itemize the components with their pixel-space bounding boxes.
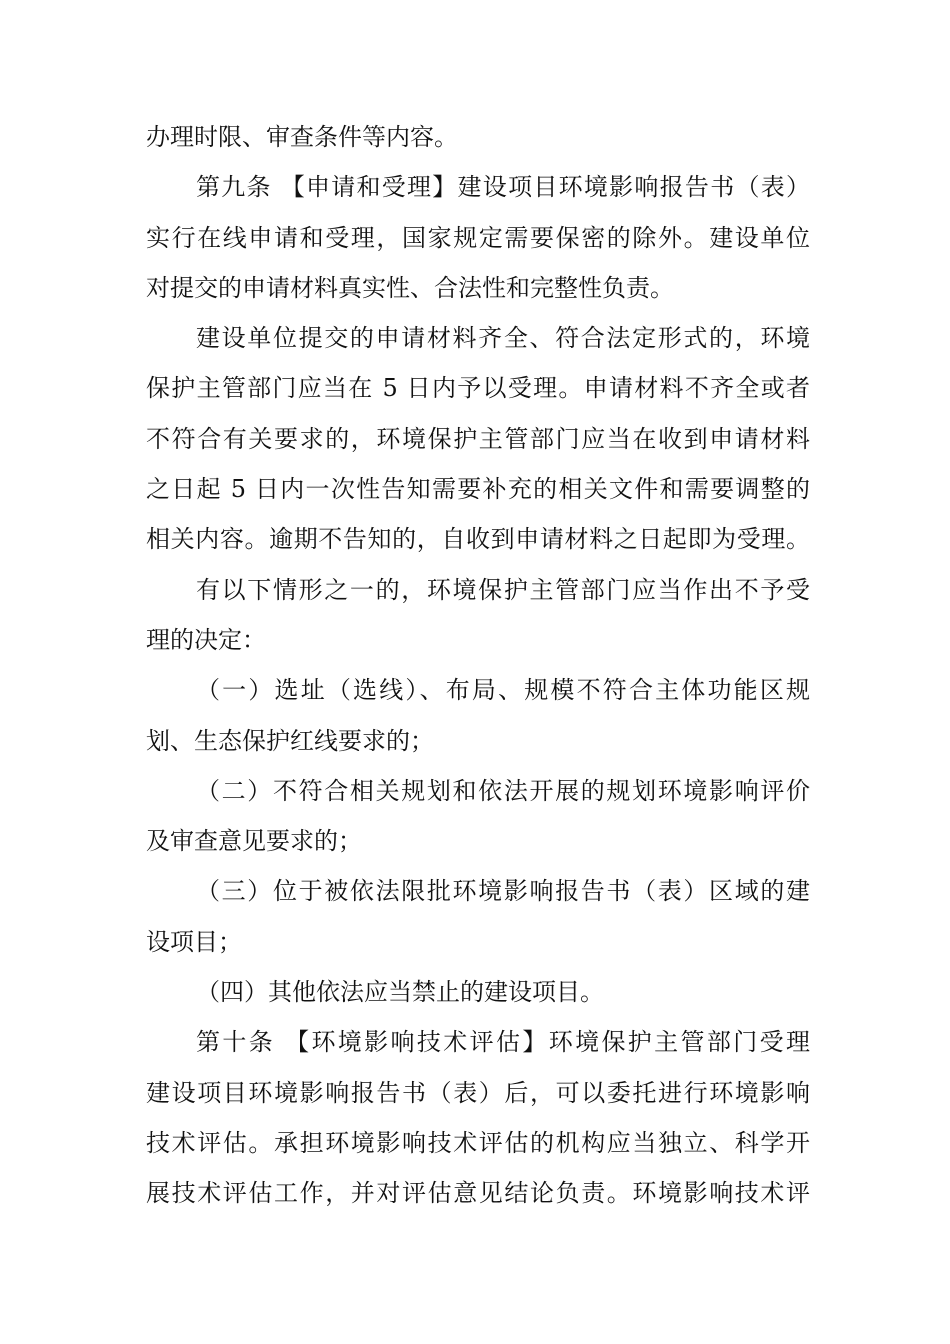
text-line: 之日起 5 日内一次性告知需要补充的相关文件和需要调整的 — [146, 475, 810, 504]
document-body — [146, 112, 810, 1219]
text-line: 办理时限、审查条件等内容。 — [146, 123, 458, 151]
list-item-2-line: （二）不符合相关规划和依法开展的规划环境影响评价 — [196, 776, 810, 805]
text-line: 保护主管部门应当在 5 日内予以受理。申请材料不齐全或者 — [146, 374, 810, 403]
text-line: 展技术评估工作，并对评估意见结论负责。环境影响技术评 — [146, 1179, 810, 1208]
paragraph-start-line: 有以下情形之一的，环境保护主管部门应当作出不予受 — [196, 575, 810, 604]
text-line: 划、生态保护红线要求的； — [146, 726, 434, 755]
list-item-3-line: （三）位于被依法限批环境影响报告书（表）区域的建 — [196, 877, 810, 906]
text-line: 不符合有关要求的，环境保护主管部门应当在收到申请材料 — [146, 424, 810, 453]
text-line: 技术评估。承担环境影响技术评估的机构应当独立、科学开 — [146, 1128, 810, 1157]
article-nine-heading-line: 第九条 【申请和受理】建设项目环境影响报告书（表） — [196, 173, 810, 202]
text-line: 相关内容。逾期不告知的，自收到申请材料之日起即为受理。 — [146, 525, 810, 554]
text-line: 建设项目环境影响报告书（表）后，可以委托进行环境影响 — [146, 1078, 810, 1107]
text-line: 及审查意见要求的； — [146, 827, 362, 856]
paragraph-start-line: 建设单位提交的申请材料齐全、符合法定形式的，环境 — [196, 324, 810, 353]
article-ten-heading-line: 第十条 【环境影响技术评估】环境保护主管部门受理 — [196, 1028, 810, 1057]
text-line: 理的决定： — [146, 625, 266, 654]
list-item-1-line: （一）选址（选线）、布局、规模不符合主体功能区规 — [196, 676, 810, 705]
list-item-4-line: （四）其他依法应当禁止的建设项目。 — [196, 978, 604, 1007]
text-line: 实行在线申请和受理，国家规定需要保密的除外。建设单位 — [146, 223, 810, 252]
text-line: 设项目； — [146, 927, 242, 956]
text-line: 对提交的申请材料真实性、合法性和完整性负责。 — [146, 273, 674, 302]
